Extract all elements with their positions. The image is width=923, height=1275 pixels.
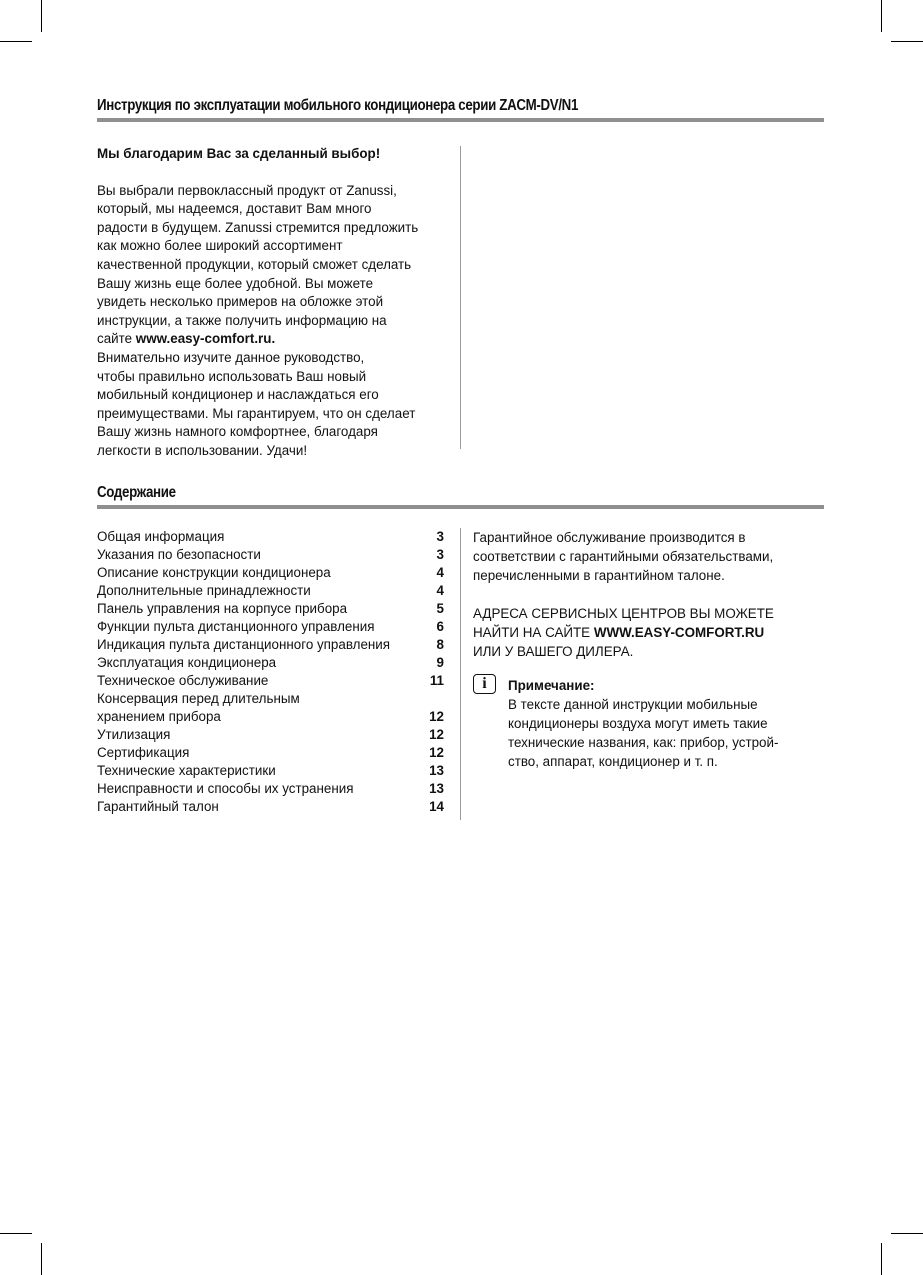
crop-mark bbox=[41, 0, 42, 32]
intro-line: Внимательно изучите данное руководство, bbox=[97, 349, 365, 365]
toc-page: 14 bbox=[429, 799, 444, 814]
toc-row[interactable] bbox=[97, 726, 444, 744]
toc-label: Функции пульта дистанционного управления bbox=[97, 619, 375, 634]
note-line: В тексте данной инструкции мобильные bbox=[508, 697, 758, 712]
toc-label: Индикация пульта дистанционного управления bbox=[97, 637, 391, 652]
toc-page bbox=[430, 690, 444, 708]
note-line: кондиционеры воздуха могут иметь такие bbox=[508, 716, 768, 731]
toc-label: Указания по безопасности bbox=[97, 547, 261, 562]
header-rule bbox=[97, 118, 824, 122]
intro-thanks: Мы благодарим Вас за сделанный выбор! bbox=[97, 146, 381, 161]
crop-mark bbox=[41, 1243, 42, 1275]
toc-row[interactable] bbox=[97, 654, 444, 672]
intro-paragraph bbox=[97, 182, 457, 461]
note-line: технические названия, как: прибор, устрой- bbox=[508, 735, 779, 750]
intro-site-prefix: сайте bbox=[97, 331, 136, 347]
contents-title: Содержание bbox=[97, 484, 176, 501]
warranty-paragraph bbox=[473, 528, 833, 585]
intro-site-link[interactable]: www.easy-comfort.ru. bbox=[135, 331, 276, 347]
intro-line: как можно более широкий ассортимент bbox=[97, 238, 343, 254]
toc-row[interactable] bbox=[97, 528, 444, 546]
crop-mark bbox=[0, 41, 32, 42]
toc-page: 3 bbox=[436, 529, 444, 544]
warranty-text bbox=[473, 528, 833, 661]
toc-page: 13 bbox=[429, 781, 444, 796]
intro-text bbox=[97, 145, 457, 461]
toc-label: Неисправности и способы их устранения bbox=[97, 781, 354, 796]
intro-line: Вашу жизнь еще более удобной. Вы можете bbox=[97, 275, 374, 291]
column-divider bbox=[460, 528, 461, 820]
address-site-link[interactable]: WWW.EASY-COMFORT.RU bbox=[593, 625, 765, 640]
contents-rule bbox=[97, 505, 824, 509]
toc-row[interactable] bbox=[97, 564, 444, 582]
intro-line: чтобы правильно использовать Ваш новый bbox=[97, 368, 367, 384]
toc-page: 9 bbox=[436, 655, 444, 670]
address-site-line bbox=[473, 623, 833, 642]
crop-mark bbox=[891, 1233, 923, 1234]
intro-line: увидеть несколько примеров на обложке этой bbox=[97, 294, 384, 310]
toc-row[interactable] bbox=[97, 744, 444, 762]
crop-mark bbox=[881, 1243, 882, 1275]
toc-label: Панель управления на корпусе прибора bbox=[97, 601, 348, 616]
toc-label: Технические характеристики bbox=[97, 763, 276, 778]
toc-row[interactable] bbox=[97, 672, 444, 690]
intro-line: легкости в использовании. Удачи! bbox=[97, 442, 308, 458]
toc-label: Эксплуатация кондиционера bbox=[97, 655, 277, 670]
note-line: ство, аппарат, кондиционер и т. п. bbox=[508, 754, 718, 769]
toc-row[interactable] bbox=[97, 636, 444, 654]
toc-row[interactable] bbox=[97, 780, 444, 798]
toc-page: 11 bbox=[429, 673, 444, 688]
intro-line: Вы выбрали первоклассный продукт от Zanussi, bbox=[97, 182, 397, 198]
toc-row[interactable] bbox=[97, 762, 444, 780]
toc-page: 12 bbox=[429, 727, 444, 742]
intro-line: качественной продукции, который сможет сделать bbox=[97, 256, 412, 272]
address-line: ИЛИ У ВАШЕГО ДИЛЕРА. bbox=[473, 644, 634, 659]
toc-row[interactable] bbox=[97, 798, 444, 816]
crop-mark bbox=[881, 0, 882, 32]
crop-mark bbox=[891, 41, 923, 42]
toc-row[interactable] bbox=[97, 546, 444, 564]
intro-line: Вашу жизнь намного комфортнее, благодаря bbox=[97, 424, 378, 440]
note-title: Примечание: bbox=[508, 678, 595, 693]
toc-page: 4 bbox=[436, 565, 444, 580]
toc-page: 4 bbox=[436, 583, 444, 598]
toc-page: 3 bbox=[436, 547, 444, 562]
toc-page: 8 bbox=[436, 637, 444, 652]
toc-label: Утилизация bbox=[97, 727, 171, 742]
warranty-line: Гарантийное обслуживание производится в bbox=[473, 530, 746, 545]
warranty-line: перечисленными в гарантийном талоне. bbox=[473, 568, 725, 583]
info-icon: i bbox=[473, 674, 496, 694]
toc-page: 5 bbox=[436, 601, 444, 616]
toc-page: 12 bbox=[429, 709, 444, 724]
intro-site-line bbox=[97, 330, 457, 349]
toc-label: Техническое обслуживание bbox=[97, 673, 269, 688]
note-body bbox=[508, 676, 838, 771]
toc-label: Общая информация bbox=[97, 529, 225, 544]
crop-mark bbox=[0, 1233, 32, 1234]
toc-row[interactable] bbox=[97, 618, 444, 636]
toc-row[interactable] bbox=[97, 690, 444, 708]
toc-label: Описание конструкции кондиционера bbox=[97, 565, 331, 580]
intro-line: который, мы надеемся, доставит Вам много bbox=[97, 201, 372, 217]
intro-line: мобильный кондиционер и наслаждаться его bbox=[97, 387, 379, 403]
toc-row[interactable] bbox=[97, 582, 444, 600]
service-address-paragraph bbox=[473, 604, 833, 661]
address-prefix: НАЙТИ НА САЙТЕ bbox=[473, 625, 594, 640]
toc-label: хранением прибора bbox=[97, 709, 221, 724]
toc-page: 6 bbox=[436, 619, 444, 634]
address-line: АДРЕСА СЕРВИСНЫХ ЦЕНТРОВ ВЫ МОЖЕТЕ bbox=[473, 606, 774, 621]
intro-line: инструкции, а также получить информацию на bbox=[97, 312, 387, 328]
toc-page: 13 bbox=[429, 763, 444, 778]
column-divider bbox=[460, 146, 461, 449]
toc-label: Сертификация bbox=[97, 745, 190, 760]
toc-row[interactable] bbox=[97, 600, 444, 618]
intro-line: радости в будущем. Zanussi стремится предложить bbox=[97, 219, 419, 235]
warranty-line: соответствии с гарантийными обязательствами, bbox=[473, 549, 774, 564]
toc-label: Консервация перед длительным bbox=[97, 691, 300, 706]
page-title: Инструкция по эксплуатации мобильного кондиционера серии ZACM-DV/N1 bbox=[97, 97, 579, 114]
toc-label: Дополнительные принадлежности bbox=[97, 583, 311, 598]
intro-line: преимуществами. Мы гарантируем, что он сделает bbox=[97, 405, 416, 421]
toc-row[interactable] bbox=[97, 708, 444, 726]
toc-page: 12 bbox=[429, 745, 444, 760]
table-of-contents bbox=[97, 528, 444, 816]
toc-label: Гарантийный талон bbox=[97, 799, 219, 814]
